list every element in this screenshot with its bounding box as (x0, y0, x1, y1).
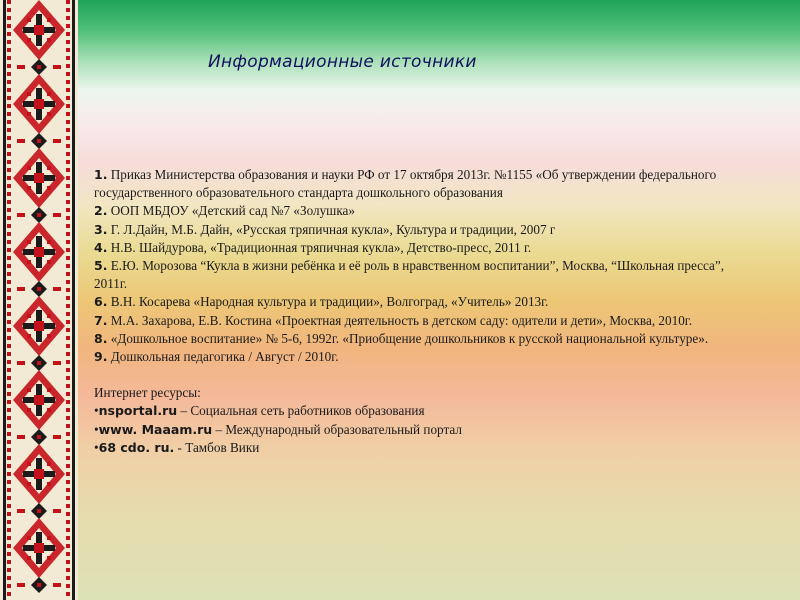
source-item-9: 9. Дошкольная педагогика / Август / 2010г. (94, 349, 339, 365)
source-item-5: 5. Е.Ю. Морозова “Кукла в жизни ребёнка и её роль в нравственном воспитании”, Москва, “Школьная пресса”, 2011г. (94, 258, 725, 292)
embroidery-pattern (0, 0, 78, 600)
source-item-6: 6. В.Н. Косарева «Народная культура и традиции», Волгоград, «Учитель» 2013г. (94, 294, 549, 310)
embroidery-ornament-border (0, 0, 78, 600)
source-item-7: 7. М.А. Захарова, Е.В. Костина «Проектная деятельность в детском саду: одители и дети», Москва, 2010г. (94, 312, 693, 328)
source-item-2: 2. ООП МБДОУ «Детский сад №7 «Золушка» (94, 203, 355, 219)
internet-item-1: •nsportal.ru – Социальная сеть работников образования (94, 403, 425, 419)
source-item-4: 4. Н.В. Шайдурова, «Традиционная тряпичная кукла», Детство-пресс, 2011 г. (94, 239, 532, 255)
internet-item-3: •68 cdo. ru. - Тамбов Вики (94, 439, 260, 455)
source-item-1: 1. Приказ Министерства образования и науки РФ от 17 октября 2013г. №1155 «Об утверждении федерального государственного образовательного стандарта дошкольного образования (94, 167, 717, 201)
sources-list (94, 166, 734, 457)
internet-heading: Интернет ресурсы: (94, 385, 201, 401)
page-title: Информационные источники (208, 52, 477, 72)
source-item-3: 3. Г. Л.Дайн, М.Б. Дайн, «Русская тряпичная кукла», Культура и традиции, 2007 г (94, 221, 556, 237)
source-item-8: 8. «Дошкольное воспитание» № 5-6, 1992г. «Приобщение дошкольников к русской национальной культуре». (94, 330, 709, 346)
internet-item-2: •www. Maaam.ru – Международный образовательный портал (94, 421, 462, 437)
